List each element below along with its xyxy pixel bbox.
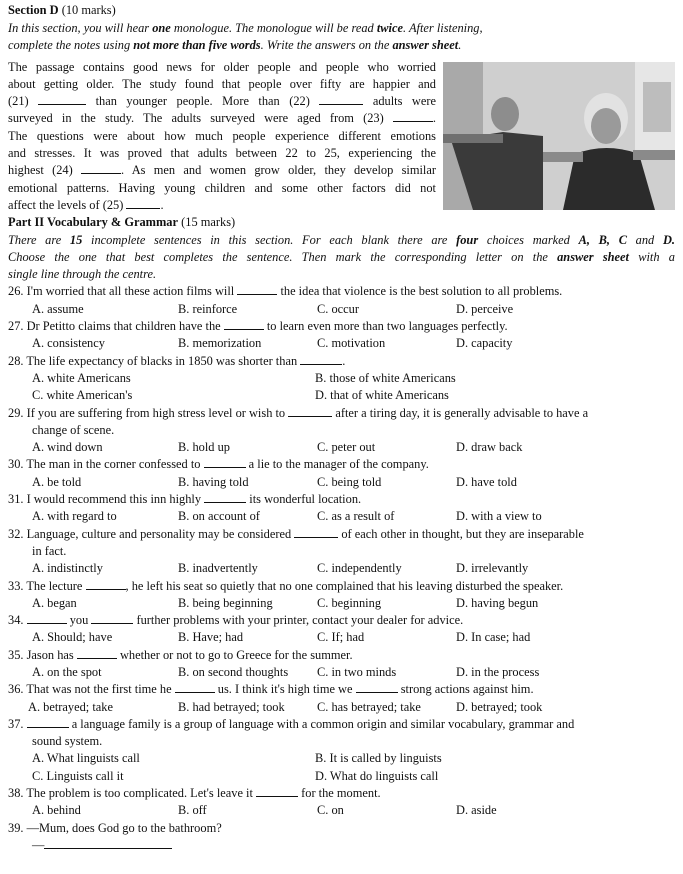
answer-blank[interactable]: [204, 491, 246, 503]
option-b[interactable]: B. those of white Americans: [315, 370, 456, 385]
instr-emphasis: A, B, C: [578, 232, 627, 247]
instr-emphasis-one: one: [152, 21, 171, 35]
passage-text: affect the levels of (25): [8, 197, 127, 212]
question-text: a lie to the manager of the company.: [245, 457, 429, 472]
passage-line: The questions were about how much people experience different emotions: [8, 128, 436, 143]
part2-instructions-line1: [8, 232, 675, 249]
passage-text: .: [432, 111, 436, 126]
listening-passage: [8, 59, 436, 215]
option-d[interactable]: D. aside: [456, 803, 497, 818]
blank-25[interactable]: [126, 197, 160, 209]
instr-emphasis-twice: twice: [376, 21, 403, 35]
instr-text: In this section, you will hear: [8, 21, 153, 35]
question-text: us. I think it's high time we: [214, 682, 356, 697]
option-b[interactable]: B. reinforce: [178, 301, 238, 316]
answer-blank[interactable]: [256, 785, 298, 797]
question-28: [8, 353, 675, 370]
question-text: 30. The man in the corner confessed to: [8, 457, 204, 472]
options-36: [8, 699, 675, 716]
instr-text: There are: [8, 232, 70, 247]
question-text: the idea that violence is the best solution to all problems.: [277, 284, 563, 299]
option-a[interactable]: A. Should; have: [32, 630, 113, 645]
instr-text: . After listening,: [402, 21, 483, 35]
answer-blank[interactable]: [175, 681, 215, 693]
option-c[interactable]: C. in two minds: [317, 664, 397, 679]
question-30: [8, 456, 675, 473]
section-d-instructions-line1: [8, 20, 675, 37]
question-text: to learn even more than two languages perfectly.: [263, 319, 508, 334]
question-text: 28. The life expectancy of blacks in 1850 was shorter than: [8, 353, 301, 368]
instr-text: monologue. The monologue will be read: [170, 21, 377, 35]
answer-blank[interactable]: [300, 353, 342, 365]
option-d[interactable]: D. in the process: [456, 664, 540, 679]
question-39-reply: [8, 837, 675, 854]
blank-22[interactable]: [319, 93, 363, 105]
answer-blank[interactable]: [91, 612, 133, 624]
option-a[interactable]: A. behind: [32, 803, 81, 818]
question-text: of each other in thought, but they are inseparable: [338, 526, 584, 541]
older-women-photo: [443, 62, 675, 210]
option-c[interactable]: C. as a result of: [317, 509, 395, 524]
part2-title: Part II Vocabulary & Grammar: [8, 215, 179, 230]
answer-blank[interactable]: [204, 456, 246, 468]
option-b[interactable]: B. on account of: [178, 509, 260, 524]
question-35: [8, 647, 675, 664]
question-33: [8, 578, 675, 595]
question-text: strong actions against him.: [397, 682, 534, 697]
answer-blank[interactable]: [237, 283, 277, 295]
option-a[interactable]: A. consistency: [32, 336, 105, 351]
question-text: .: [342, 353, 346, 368]
option-a[interactable]: A. white Americans: [32, 370, 131, 385]
instr-emphasis-answer-sheet: answer sheet: [392, 38, 459, 53]
option-c[interactable]: C. being told: [317, 474, 382, 489]
instr-text: complete the notes using: [8, 38, 134, 53]
options-33: [8, 595, 675, 612]
option-a[interactable]: A. wind down: [32, 440, 103, 455]
question-text: 32. Language, culture and personality may be considered: [8, 526, 295, 541]
question-text: 33. The lecture: [8, 578, 86, 593]
option-b[interactable]: B. on second thoughts: [178, 664, 289, 679]
passage-line: emotional patterns. Having young children and some other factors did not: [8, 180, 436, 195]
options-31: [8, 508, 675, 525]
option-a[interactable]: A. be told: [32, 474, 82, 489]
option-d[interactable]: D. What do linguists call: [315, 768, 439, 783]
question-text: 38. The problem is too complicated. Let's leave it: [8, 786, 257, 801]
instr-emphasis: 15: [69, 232, 83, 247]
option-c[interactable]: C. has betrayed; take: [317, 699, 421, 714]
option-c[interactable]: C. occur: [317, 301, 359, 316]
question-text: for the moment.: [298, 786, 381, 801]
answer-blank[interactable]: [288, 405, 332, 417]
option-a[interactable]: A. assume: [32, 301, 84, 316]
question-text: 35. Jason has: [8, 647, 77, 662]
option-b[interactable]: B. had betrayed; took: [178, 699, 285, 714]
instr-text: choices marked: [478, 232, 579, 247]
passage-line: The passage contains good news for older people and people who worried: [8, 59, 436, 74]
question-26: [8, 283, 675, 300]
passage-line: and stresses. It was proved that adults between 22 to 25, experiencing the: [8, 146, 436, 161]
blank-24[interactable]: [81, 162, 121, 174]
option-a[interactable]: A. What linguists call: [32, 751, 140, 766]
answer-blank[interactable]: [77, 647, 117, 659]
options-37-row2: [8, 768, 675, 785]
option-c[interactable]: C. motivation: [317, 336, 386, 351]
option-b[interactable]: B. inadvertently: [178, 561, 258, 576]
question-text: , he left his seat so quietly that no one complained that his leaving disturbed the speaker.: [125, 578, 564, 593]
question-37: [8, 716, 675, 733]
option-d[interactable]: D. have told: [456, 474, 517, 489]
question-text: its wonderful location.: [246, 492, 362, 507]
instr-emphasis-word-limit: not more than five words: [133, 38, 261, 53]
section-d-title: Section D: [8, 3, 59, 17]
option-b[interactable]: B. memorization: [178, 336, 262, 351]
instr-emphasis: D.: [662, 232, 675, 247]
option-a[interactable]: A. with regard to: [32, 509, 117, 524]
question-39: 39. —Mum, does God go to the bathroom?: [8, 820, 222, 835]
option-c[interactable]: C. on: [317, 803, 344, 818]
question-text: 29. If you are suffering from high stress level or wish to: [8, 405, 289, 420]
options-35: [8, 664, 675, 681]
options-26: [8, 301, 675, 318]
question-text: 34.: [8, 613, 27, 628]
question-text: 27. Dr Petitto claims that children have the: [8, 319, 224, 334]
answer-blank[interactable]: [44, 837, 172, 849]
option-d[interactable]: D. In case; had: [456, 630, 531, 645]
blank-23[interactable]: [393, 110, 433, 122]
option-a[interactable]: A. indistinctly: [32, 561, 103, 576]
instr-text: incomplete sentences in this section. For each blank there are: [82, 232, 457, 247]
question-37-continued: sound system.: [32, 734, 103, 749]
section-d-heading: [8, 0, 675, 20]
section-d-instructions-line2: [8, 37, 675, 54]
answer-blank[interactable]: [86, 578, 126, 590]
option-b[interactable]: B. It is called by linguists: [315, 751, 442, 766]
passage-text: (21): [8, 94, 39, 109]
passage-text: . As men and women grow older, they develop similar: [121, 163, 436, 178]
section-d-marks: (10 marks): [61, 3, 116, 17]
option-d[interactable]: D. draw back: [456, 440, 523, 455]
option-d[interactable]: D. betrayed; took: [456, 699, 543, 714]
option-b[interactable]: B. having told: [178, 474, 249, 489]
options-29: [8, 439, 675, 456]
passage-text: highest (24): [8, 163, 82, 178]
question-36: [8, 681, 675, 698]
options-30: [8, 474, 675, 491]
options-38: [8, 802, 675, 819]
answer-blank[interactable]: [294, 526, 338, 538]
options-32: [8, 560, 675, 577]
question-text: after a tiring day, it is generally advisable to have a: [332, 405, 589, 420]
question-29-continued: change of scene.: [32, 422, 115, 437]
answer-blank[interactable]: [356, 681, 398, 693]
question-text: 26. I'm worried that all these action films will: [8, 284, 238, 299]
passage-line: [8, 197, 436, 214]
passage-line: about getting older. The study found that people over fifty are happier and: [8, 76, 436, 91]
question-text: a language family is a group of language with a common origin and similar vocabulary, grammar and: [68, 716, 575, 731]
blank-21[interactable]: [38, 93, 86, 105]
question-text: 37.: [8, 716, 27, 731]
options-37-row1: [8, 750, 675, 767]
question-text: whether or not to go to Greece for the summer.: [116, 647, 353, 662]
question-text: you: [66, 613, 92, 628]
instr-emphasis-answer-sheet: answer sheet: [557, 249, 629, 264]
answer-blank[interactable]: [224, 318, 264, 330]
option-c[interactable]: C. beginning: [317, 595, 382, 610]
question-text: —: [32, 837, 45, 852]
option-c[interactable]: C. If; had: [317, 630, 365, 645]
option-c[interactable]: C. peter out: [317, 440, 376, 455]
instr-text: .: [458, 38, 462, 53]
instr-text: . Write the answers on the: [260, 38, 393, 53]
question-31: [8, 491, 675, 508]
option-b[interactable]: B. hold up: [178, 440, 230, 455]
part2-instructions-line3: single line through the centre.: [8, 267, 157, 282]
option-c[interactable]: C. Linguists call it: [32, 768, 124, 783]
instr-text: and: [626, 232, 663, 247]
option-d[interactable]: D. irrelevantly: [456, 561, 529, 576]
options-27: [8, 335, 675, 352]
options-28-row2: [8, 387, 675, 404]
option-a[interactable]: A. betrayed; take: [28, 699, 113, 714]
question-text: 31. I would recommend this inn highly: [8, 492, 205, 507]
option-d[interactable]: D. perceive: [456, 301, 514, 316]
question-text: further problems with your printer, contact your dealer for advice.: [133, 613, 464, 628]
answer-blank[interactable]: [27, 612, 67, 624]
passage-line: [8, 110, 436, 127]
question-34: [8, 612, 675, 629]
passage-text: surveyed in the study. The adults surveyed were aged from (23): [8, 111, 393, 126]
passage-text: adults were: [363, 94, 436, 109]
passage-line: [8, 162, 436, 179]
passage-text: .: [160, 197, 164, 212]
option-d[interactable]: D. having begun: [456, 595, 539, 610]
option-b[interactable]: B. Have; had: [178, 630, 244, 645]
instr-text: with a: [628, 249, 675, 264]
part2-instructions-line2: [8, 249, 675, 266]
options-34: [8, 629, 675, 646]
option-d[interactable]: D. that of white Americans: [315, 388, 449, 403]
photo-of-smiling-older-women-stretching-icon: [443, 62, 675, 210]
instr-emphasis: four: [456, 232, 479, 247]
option-a[interactable]: A. on the spot: [32, 664, 102, 679]
part2-marks: (15 marks): [181, 215, 236, 230]
option-a[interactable]: A. began: [32, 595, 77, 610]
question-38: [8, 785, 675, 802]
question-32: [8, 526, 675, 543]
passage-line: [8, 93, 436, 110]
option-c[interactable]: C. white American's: [32, 388, 133, 403]
answer-blank[interactable]: [27, 716, 69, 728]
option-b[interactable]: B. off: [178, 803, 207, 818]
options-28-row1: [8, 370, 675, 387]
option-b[interactable]: B. being beginning: [178, 595, 273, 610]
option-d[interactable]: D. with a view to: [456, 509, 542, 524]
question-text: 36. That was not the first time he: [8, 682, 175, 697]
instr-text: Choose the one that best completes the sentence. Then mark the corresponding letter on the: [8, 249, 558, 264]
option-d[interactable]: D. capacity: [456, 336, 513, 351]
option-c[interactable]: C. independently: [317, 561, 402, 576]
part2-heading: [8, 214, 675, 231]
passage-text: than younger people. More than (22): [86, 94, 320, 109]
question-27: [8, 318, 675, 335]
question-29: [8, 405, 675, 422]
question-32-continued: in fact.: [32, 543, 67, 558]
